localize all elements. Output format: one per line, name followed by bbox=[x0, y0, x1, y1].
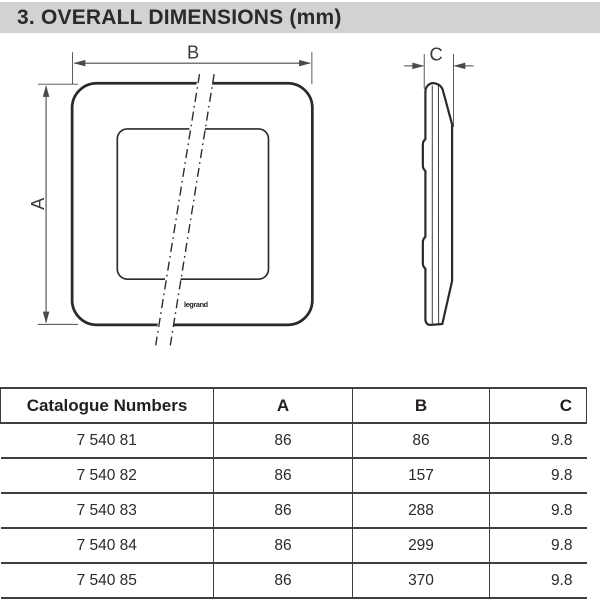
dim-label-b: B bbox=[187, 41, 200, 63]
dim-label-a: A bbox=[27, 197, 49, 210]
dim-b-arrow-left bbox=[73, 60, 85, 67]
table-row bbox=[1, 563, 587, 598]
page-title: 3. OVERALL DIMENSIONS (mm) bbox=[17, 5, 342, 29]
dim-a-arrow-top bbox=[43, 85, 50, 97]
table-header-b: B bbox=[353, 388, 490, 423]
table-header-c: C bbox=[490, 388, 587, 423]
table-row bbox=[1, 458, 587, 493]
dim-a-value: 86 bbox=[214, 493, 353, 528]
profile-outline bbox=[423, 83, 452, 325]
dimensions-table bbox=[0, 387, 587, 599]
table-body bbox=[1, 423, 587, 598]
dim-b-value: 299 bbox=[353, 528, 490, 563]
table-row bbox=[1, 528, 587, 563]
dim-a-value: 86 bbox=[214, 423, 353, 458]
table-row bbox=[1, 493, 587, 528]
table-header-catalogue: Catalogue Numbers bbox=[1, 388, 214, 423]
dim-c-value: 9.8 bbox=[490, 563, 587, 598]
dim-b-value: 288 bbox=[353, 493, 490, 528]
catalogue-number: 7 540 83 bbox=[1, 493, 214, 528]
dim-a-value: 86 bbox=[214, 563, 353, 598]
catalogue-number: 7 540 81 bbox=[1, 423, 214, 458]
legrand-logo: legrand bbox=[183, 300, 208, 310]
catalogue-number: 7 540 85 bbox=[1, 563, 214, 598]
dim-label-c: C bbox=[429, 43, 443, 65]
table-header-row bbox=[1, 388, 587, 423]
section-header-bar bbox=[0, 2, 600, 33]
front-view bbox=[27, 42, 312, 346]
dim-c-value: 9.8 bbox=[490, 528, 587, 563]
dim-b-value: 370 bbox=[353, 563, 490, 598]
catalogue-number: 7 540 84 bbox=[1, 528, 214, 563]
dim-c-arrow-right bbox=[453, 63, 465, 70]
dim-c-value: 9.8 bbox=[490, 458, 587, 493]
dimension-diagram bbox=[0, 33, 600, 381]
dim-b-value: 86 bbox=[353, 423, 490, 458]
catalogue-number: 7 540 82 bbox=[1, 458, 214, 493]
dim-c-value: 9.8 bbox=[490, 423, 587, 458]
dim-a-arrow-bottom bbox=[43, 312, 50, 324]
dim-c-value: 9.8 bbox=[490, 493, 587, 528]
dim-a-value: 86 bbox=[214, 458, 353, 493]
dim-b-value: 157 bbox=[353, 458, 490, 493]
dim-a-value: 86 bbox=[214, 528, 353, 563]
dim-c-arrow-left bbox=[412, 63, 424, 70]
dim-b-arrow-right bbox=[299, 60, 311, 67]
table-row bbox=[1, 423, 587, 458]
table-header-a: A bbox=[214, 388, 353, 423]
side-view bbox=[404, 43, 473, 325]
